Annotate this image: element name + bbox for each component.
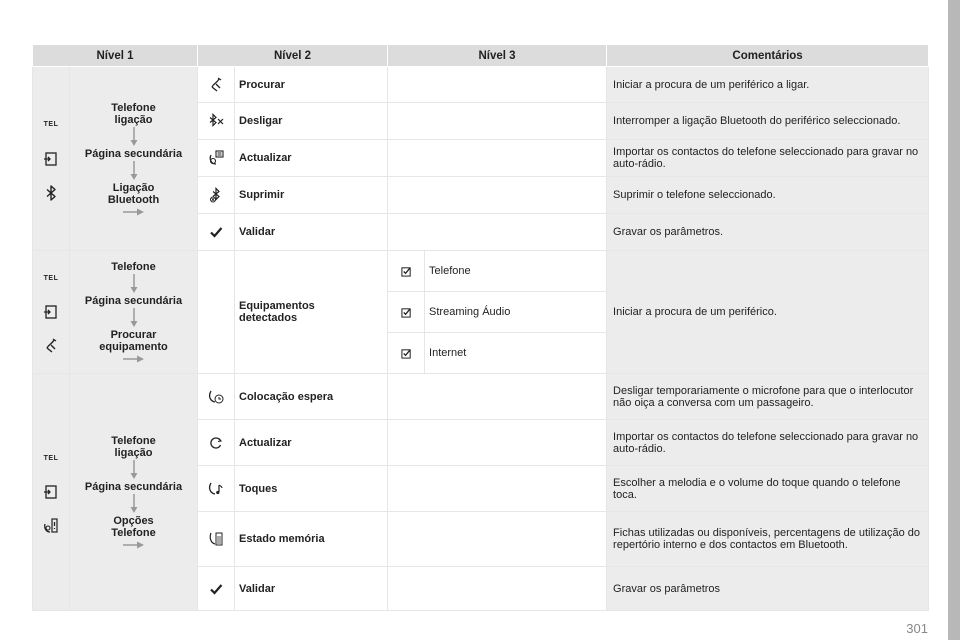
search-bt-icon-cell: [198, 67, 235, 103]
arrow-down-icon: [130, 308, 138, 328]
comment-procurar: Iniciar a procura de um periférico a ligar.: [607, 67, 929, 103]
search-bt-icon: [208, 77, 224, 93]
comment-estado-memoria: Fichas utilizadas ou disponíveis, percentagens de utilização do repertório interno e dos contactos em Bluetooth.: [607, 512, 929, 567]
nivel1-bluetooth: Bluetooth: [107, 193, 160, 206]
row-validar-2[interactable]: Validar: [235, 567, 388, 611]
row-actualizar-2[interactable]: Actualizar: [235, 420, 388, 466]
row-colocacao-espera[interactable]: Colocação espera: [235, 374, 388, 420]
comment-toques: Escolher a melodia e o volume do toque quando o telefone toca.: [607, 466, 929, 512]
comment-colocacao-espera: Desligar temporariamente o microfone para que o interlocutor não oiça a conversa com um passageiro.: [607, 374, 929, 420]
row-suprimir[interactable]: Suprimir: [235, 177, 388, 214]
arrow-down-icon: [130, 460, 138, 480]
nivel1-procurar: Procurar: [110, 329, 157, 341]
nivel1-ligacao-bt: Ligação: [112, 181, 155, 194]
checkbox-icon[interactable]: [401, 348, 412, 359]
comment-equipamentos: Iniciar a procura de um periférico.: [607, 251, 929, 374]
nivel1-ligacao: ligação: [114, 447, 153, 459]
check-icon: [208, 581, 224, 597]
row-procurar[interactable]: Procurar: [235, 67, 388, 103]
comment-actualizar: Importar os contactos do telefone seleccionado para gravar no auto-rádio.: [607, 140, 929, 177]
comment-desligar: Interromper a ligação Bluetooth do periférico seleccionado.: [607, 103, 929, 140]
row-estado-memoria[interactable]: Estado memória: [235, 512, 388, 567]
arrow-down-icon: [130, 274, 138, 294]
comment-validar-2: Gravar os parâmetros: [607, 567, 929, 611]
item-telefone[interactable]: Telefone: [425, 251, 607, 292]
secondary-page-icon: [40, 148, 62, 170]
section1-nivel1: [70, 67, 198, 251]
section2-icons: [33, 251, 70, 374]
section1-icons: [33, 67, 70, 251]
table-row: [33, 374, 929, 420]
table-row: [33, 67, 929, 103]
item-streaming-audio[interactable]: Streaming Áudio: [425, 292, 607, 333]
tel-icon: TEL: [43, 121, 59, 128]
nivel1-opcoes: Opções: [113, 515, 154, 527]
arrow-right-icon: [123, 355, 145, 363]
refresh-icon: [208, 435, 224, 451]
nivel1-telefone: Telefone: [111, 101, 156, 114]
header-nivel1: Nível 1: [33, 45, 198, 67]
row-actualizar[interactable]: Actualizar: [235, 140, 388, 177]
comment-suprimir: Suprimir o telefone seleccionado.: [607, 177, 929, 214]
header-row: [33, 45, 929, 67]
table-row: [33, 251, 929, 292]
check-icon: [208, 224, 224, 240]
nivel1-telefone-opt: Telefone: [111, 527, 156, 539]
header-nivel2: Nível 2: [198, 45, 388, 67]
row-validar[interactable]: Validar: [235, 214, 388, 251]
phone-options-icon: [40, 515, 62, 537]
row-toques[interactable]: Toques: [235, 466, 388, 512]
checkbox-icon[interactable]: [401, 266, 412, 277]
nivel1-telefone: Telefone: [111, 261, 156, 273]
nivel1-telefone: Telefone: [111, 435, 156, 447]
update-contacts-icon: [208, 150, 224, 166]
call-hold-icon: [208, 389, 224, 405]
nivel1-equipamento: equipamento: [99, 341, 168, 353]
tel-icon: TEL: [43, 274, 59, 282]
nivel1-pagina-secundaria: Página secundária: [84, 295, 183, 307]
section3-nivel1: [70, 374, 198, 611]
arrow-right-icon: [123, 541, 145, 549]
ringtone-icon: [208, 481, 224, 497]
secondary-page-icon: [40, 481, 62, 503]
bluetooth-disconnect-icon: [208, 113, 224, 129]
page-edge-tab: [948, 0, 960, 640]
header-comentarios: Comentários: [607, 45, 929, 67]
arrow-down-icon: [130, 161, 138, 181]
section3-icons: [33, 374, 70, 611]
header-nivel3: Nível 3: [388, 45, 607, 67]
row-desligar[interactable]: Desligar: [235, 103, 388, 140]
nivel1-ligacao: ligação: [114, 113, 153, 126]
search-equipment-icon: [40, 335, 62, 357]
arrow-down-icon: [130, 494, 138, 514]
arrow-down-icon: [130, 127, 138, 147]
item-internet[interactable]: Internet: [425, 333, 607, 374]
nivel1-pagina-secundaria: Página secundária: [84, 481, 183, 493]
checkbox-icon[interactable]: [401, 307, 412, 318]
comment-actualizar-2: Importar os contactos do telefone seleccionado para gravar no auto-rádio.: [607, 420, 929, 466]
arrow-right-icon: [123, 208, 145, 216]
menu-table: [32, 44, 929, 611]
comment-validar: Gravar os parâmetros.: [607, 214, 929, 251]
delete-phone-icon: [208, 187, 224, 203]
section2-nivel1: [70, 251, 198, 374]
equipamentos-detectados[interactable]: Equipamentos detectados: [235, 251, 388, 374]
bluetooth-icon: [40, 182, 62, 204]
memory-status-icon: [208, 531, 224, 547]
nivel1-pagina-secundaria: Página secundária: [84, 147, 183, 160]
secondary-page-icon: [40, 301, 62, 323]
page-number: 301: [906, 621, 928, 636]
tel-icon: TEL: [43, 454, 59, 462]
